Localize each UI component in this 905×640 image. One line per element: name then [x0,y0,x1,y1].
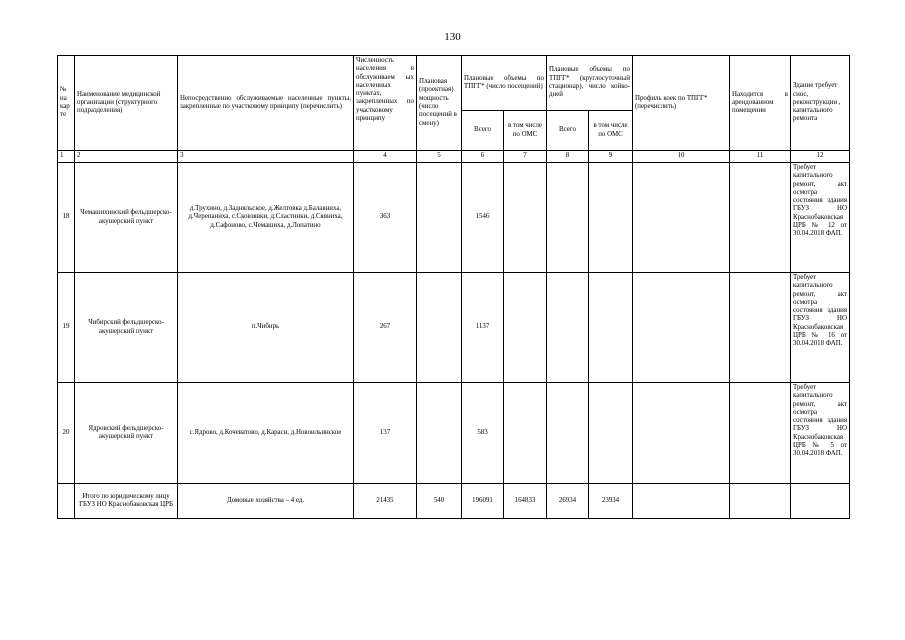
total-building [791,484,850,519]
facilities-table [57,55,850,519]
visits-oms [504,163,547,273]
total-row [58,484,850,519]
total-label: Итого по юридическому лицу ГБУЗ НО Краснобаковская ЦРБ [75,484,178,519]
column-number: 10 [633,151,730,163]
rented [730,273,791,383]
building-status: Требует капитального ремонт, акт осмотра состояния здания ГБУЗ НО Краснобаковская ЦРБ № 5 от 30.04.2018 ФАП. [791,383,850,484]
column-number: 8 [547,151,589,163]
header-row [58,56,850,111]
total-rented [730,484,791,519]
total-bed-profile [633,484,730,519]
building-status: Требует капитального ремонт, акт осмотра состояния здания ГБУЗ НО Краснобаковская ЦРБ № 16 от 30.04.2018 ФАП. [791,273,850,383]
beds-total [547,163,589,273]
column-number: 12 [791,151,850,163]
settlements: д.Трухино, д.Задняльское, д.Желтовка д.Балавниха, д.Черепаниха, с.Сковзявки, д.Сластники, д.Сявниха, д.Сафоново, с.Чемашиха, д.Лопатино [178,163,354,273]
total-capacity: 540 [417,484,462,519]
settlements: с.Ядрово, д.Кочеватово, д.Караси, д.Новоильинское [178,383,354,484]
header-rented: Находится в арендованном помещении [730,56,791,151]
bed-profile [633,163,730,273]
header-building: Здание требует снос, реконструкции , капитального ремонта [791,56,850,151]
header-number: № на кар те [58,56,75,151]
total-beds-oms: 23934 [589,484,633,519]
header-organization: Наименование медицинской организации (структурного подразделения) [75,56,178,151]
column-number: 11 [730,151,791,163]
visits-total: 1137 [462,273,504,383]
rented [730,163,791,273]
population: 363 [354,163,417,273]
column-number: 1 [58,151,75,163]
bed-profile [633,273,730,383]
column-number: 9 [589,151,633,163]
row-number: 20 [58,383,75,484]
bed-profile [633,383,730,484]
visits-oms [504,273,547,383]
table-row [58,163,850,273]
header-visits-plan: Плановые объемы по ТПГГ* (число посещений) [462,56,547,111]
total-population: 21435 [354,484,417,519]
settlements: п.Чибирь [178,273,354,383]
total-visits-total: 196091 [462,484,504,519]
population: 137 [354,383,417,484]
subheader-beds-oms: в том числе по ОМС [589,111,633,151]
table-row [58,273,850,383]
capacity [417,163,462,273]
total-beds-total: 26934 [547,484,589,519]
column-number: 2 [75,151,178,163]
page-number: 130 [444,31,461,43]
organization-name: Ядровский фельдшерско-акушерский пункт [75,383,178,484]
column-number-row [58,151,850,163]
total-settlements: Домовые хозяйства – 4 ед. [178,484,354,519]
visits-total: 1546 [462,163,504,273]
header-settlements: Непосредственно обслуживаемые населенные пункты, закрепленные по участковому принципу (перечислить) [178,56,354,151]
organization-name: Чибирский фельдшерско-акушерский пункт [75,273,178,383]
beds-oms [589,273,633,383]
capacity [417,273,462,383]
beds-oms [589,163,633,273]
column-number: 3 [178,151,354,163]
column-number: 5 [417,151,462,163]
column-number: 7 [504,151,547,163]
population: 267 [354,273,417,383]
capacity [417,383,462,484]
beds-oms [589,383,633,484]
header-beds-plan: Плановые объемы по ТПГГ* (круглосуточный стационар), число койко-дней [547,56,633,111]
organization-name: Чемашихинский фельдшерско-акушерский пункт [75,163,178,273]
row-number: 18 [58,163,75,273]
visits-oms [504,383,547,484]
building-status: Требует капитального ремонт, акт осмотра состояния здания ГБУЗ НО Краснобаковская ЦРБ № 12 от 30.04.2018 ФАП. [791,163,850,273]
beds-total [547,273,589,383]
rented [730,383,791,484]
column-number: 6 [462,151,504,163]
row-number: 19 [58,273,75,383]
subheader-visits-total: Всего [462,111,504,151]
total-visits-oms: 164833 [504,484,547,519]
header-bed-profile: Профиль коек по ТПГГ* (перечислить) [633,56,730,151]
beds-total [547,383,589,484]
subheader-beds-total: Всего [547,111,589,151]
table-row [58,383,850,484]
header-population: Численность населения в обслуживаем ых населенных пунктах, закрепленных по участковому принципу [354,56,417,151]
header-capacity: Плановая (проектная) мощность (число посещений в смену) [417,56,462,151]
subheader-visits-oms: в том числе по ОМС [504,111,547,151]
column-number: 4 [354,151,417,163]
total-number [58,484,75,519]
visits-total: 583 [462,383,504,484]
